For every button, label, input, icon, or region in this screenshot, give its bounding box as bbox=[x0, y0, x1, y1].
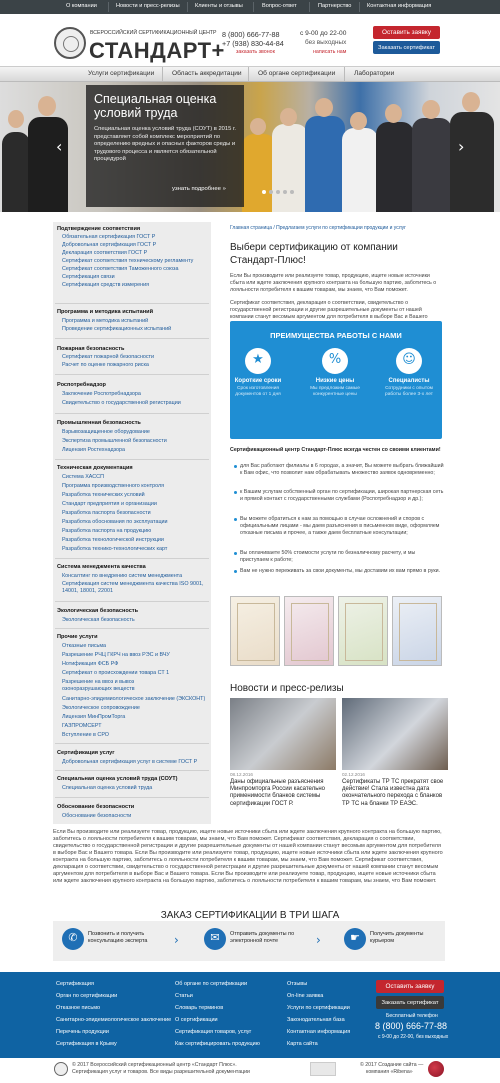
hero-slider[interactable] bbox=[0, 82, 500, 212]
sidebar-heading: Подтверждение соответствия bbox=[57, 226, 141, 232]
sidebar-link[interactable]: Заключение Роспотребнадзора bbox=[62, 391, 141, 397]
topbar-link-about[interactable]: О компании bbox=[66, 3, 97, 9]
steps-title: ЗАКАЗ СЕРТИФИКАЦИИ В ТРИ ШАГА bbox=[160, 910, 340, 921]
topbar-divider bbox=[253, 2, 254, 12]
certificate-image[interactable] bbox=[392, 596, 442, 666]
logo-subtitle: ВСЕРОССИЙСКИЙ СЕРТИФИКАЦИОННЫЙ ЦЕНТР bbox=[90, 30, 217, 36]
hero-person-head bbox=[422, 100, 440, 119]
sidebar-divider bbox=[55, 770, 209, 771]
sidebar-link[interactable]: Разработка технологической инструкции bbox=[62, 537, 164, 543]
slider-prev-icon[interactable]: ‹ bbox=[56, 137, 63, 156]
footer-hours: с 9-00 до 22-00, без выходных bbox=[378, 1034, 449, 1040]
advantage-text: Сотрудники с опытом работы более 3-х лет bbox=[385, 386, 433, 397]
advantage-text: Мы предложим самые конкурентные цены bbox=[310, 386, 360, 397]
sidebar-link[interactable]: Разработка паспорта на продукцию bbox=[62, 528, 152, 534]
phone-icon: ✆ bbox=[62, 928, 84, 950]
counter-badge-icon[interactable] bbox=[310, 1062, 336, 1076]
sidebar-link[interactable]: Свидетельство о государственной регистрации bbox=[62, 400, 181, 406]
step-text: Отправить документы по электронной почте bbox=[230, 931, 295, 945]
certificate-image[interactable] bbox=[284, 596, 334, 666]
free-phone-label: Бесплатный телефон bbox=[386, 1013, 438, 1019]
hero-person-head bbox=[462, 92, 480, 112]
certificate-image[interactable] bbox=[338, 596, 388, 666]
sidebar-link[interactable]: Сертификация средств измерения bbox=[62, 282, 150, 288]
hero-person bbox=[242, 134, 276, 212]
footer-link[interactable]: Перечень продукции bbox=[56, 1029, 109, 1035]
topbar-link-partners[interactable]: Партнерство bbox=[318, 3, 352, 9]
hero-person-head bbox=[38, 96, 56, 116]
hero-person-head bbox=[385, 104, 402, 123]
sidebar-divider bbox=[55, 338, 209, 339]
benefit-item: к Вашим услугам собственный орган по сертификации, широкая партнерская сеть и прямой контакт с государственными службами (Роспотребнадзор и др.); bbox=[240, 489, 444, 502]
advantages-title: ПРЕИМУЩЕСТВА РАБОТЫ С НАМИ bbox=[270, 331, 402, 340]
sidebar-link[interactable]: Сертификат соответствия Таможенного союза bbox=[62, 266, 179, 272]
footer-link[interactable]: On-line заявка bbox=[287, 993, 324, 999]
sidebar-link[interactable]: Разработка обоснования по эксплуатации bbox=[62, 519, 168, 525]
ribena-logo-icon[interactable] bbox=[428, 1061, 444, 1077]
sidebar-divider bbox=[55, 303, 209, 304]
news-headline[interactable]: Даны официальные разъяснения Минпромторга России касательно применимости бланков системы сертификации ГОСТ Р. bbox=[230, 779, 325, 807]
sidebar-divider bbox=[55, 601, 209, 602]
sidebar-link[interactable]: Проведение сертификационных испытаний bbox=[62, 326, 172, 332]
footer-link[interactable]: Статьи bbox=[175, 993, 193, 999]
sidebar-link[interactable]: Сертификат соответствия техническому регламенту bbox=[62, 258, 194, 264]
news-section-title: Новости и пресс-релизы bbox=[230, 683, 344, 694]
sidebar-link[interactable]: Расчет по оценке пожарного риска bbox=[62, 362, 149, 368]
footer-link[interactable]: Об органе по сертификации bbox=[175, 981, 248, 987]
sidebar-link[interactable]: Специальная оценка условий труда bbox=[62, 785, 153, 791]
copyright-text: Сертификация услуг и товаров. Все виды разрешительной документации bbox=[72, 1069, 250, 1075]
sidebar-link[interactable]: Система ХАССП bbox=[62, 474, 104, 480]
nav-divider bbox=[162, 67, 163, 82]
nav-item-services[interactable]: Услуги сертификации bbox=[88, 70, 155, 77]
footer-logo-icon bbox=[54, 1062, 68, 1076]
benefit-item: Вы оплачиваете 50% стоимости услуги по безналичному расчету, и мы приступаем к работе; bbox=[240, 550, 445, 564]
intro-paragraph: Сертификат соответствия, декларация о соответствии, свидетельство о государственной регистрации и другие разрешительные документы от нашей компании станут весомым аргументом для потребителя в выборе Вас и Вашего bbox=[230, 300, 428, 320]
top-bar bbox=[0, 0, 500, 14]
slider-next-icon[interactable]: › bbox=[458, 137, 465, 156]
step-text: Получить документы курьером bbox=[370, 931, 424, 945]
hero-person-head bbox=[8, 110, 24, 128]
nav-divider bbox=[344, 67, 345, 82]
sidebar-heading: Пожарная безопасность bbox=[57, 346, 125, 352]
footer-link[interactable]: Услуги по сертификации bbox=[287, 1005, 350, 1011]
nav-item-about-body[interactable]: Об органе сертификации bbox=[258, 70, 336, 77]
handshake-icon: ☛ bbox=[344, 928, 366, 950]
footer-order-certificate-button[interactable]: Заказать сертификат bbox=[376, 996, 444, 1009]
certificate-image[interactable] bbox=[230, 596, 280, 666]
footer-link[interactable]: Отказное письмо bbox=[56, 1005, 101, 1011]
sidebar-link[interactable]: Стандарт предприятия и организации bbox=[62, 501, 157, 507]
copyright-text: © 2017 Всероссийский сертификационный центр «Стандарт Плюс». bbox=[72, 1062, 237, 1068]
work-days: без выходных bbox=[305, 39, 347, 46]
topbar-divider bbox=[108, 2, 109, 12]
footer-link[interactable]: Карта сайта bbox=[287, 1041, 318, 1047]
sidebar-divider bbox=[55, 413, 209, 414]
specialists-icon: ☺ bbox=[396, 348, 422, 374]
hero-person bbox=[450, 112, 494, 212]
sidebar-heading: Сертификация услуг bbox=[57, 750, 115, 756]
sidebar-link[interactable]: Экологическая безопасность bbox=[62, 617, 135, 623]
sidebar-link[interactable]: Экологическое сопровождение bbox=[62, 705, 140, 711]
sidebar-link[interactable]: Программа производственного контроля bbox=[62, 483, 165, 489]
logo-emblem-icon[interactable] bbox=[54, 27, 86, 59]
hero-person bbox=[272, 124, 308, 212]
honesty-heading: Сертификационный центр Стандарт-Плюс всегда честен со своими клиентами! bbox=[230, 447, 441, 453]
sidebar-link[interactable]: ГАЗПРОМСЕРТ bbox=[62, 723, 102, 729]
footer-link[interactable]: Орган по сертификации bbox=[56, 993, 118, 999]
news-image[interactable] bbox=[342, 698, 448, 770]
sidebar-link[interactable]: Санитарно-эпидемиологическое заключение (ЭКСКОНТ) bbox=[62, 696, 206, 702]
hero-person bbox=[376, 122, 414, 212]
advantage-text: Срок изготовления документов от 1 дня bbox=[235, 386, 281, 397]
developer-text: © 2017 Создание сайта — bbox=[360, 1062, 424, 1068]
write-us-link[interactable]: написать нам bbox=[313, 49, 347, 55]
topbar-link-news[interactable]: Новости и пресс-релизы bbox=[116, 3, 180, 9]
slider-dot[interactable] bbox=[276, 190, 280, 194]
sidebar-divider bbox=[55, 797, 209, 798]
sidebar-link[interactable]: Вступление в СРО bbox=[62, 732, 109, 738]
order-certificate-button[interactable]: Заказать сертификат bbox=[373, 41, 440, 54]
sidebar-link[interactable]: Сертификат пожарной безопасности bbox=[62, 354, 155, 360]
news-image[interactable] bbox=[230, 698, 336, 770]
sidebar-link[interactable]: Добровольная сертификация ГОСТ Р bbox=[62, 242, 157, 248]
advantage-title: Специалисты bbox=[388, 378, 430, 384]
footer-link[interactable]: Санитарно-эпидемиологическое заключение bbox=[56, 1017, 172, 1023]
sidebar-link[interactable]: Сертификация систем менеджмента качества ISO 9001, 14001, 18001, 22001 bbox=[62, 581, 204, 594]
sidebar-link[interactable]: Обязательная сертификация ГОСТ Р bbox=[62, 234, 156, 240]
hero-text: Специальная оценка условий труда (СОУТ) в 2015 г. представляет собой комплекс мероприятий по определению вредных и опасных факторов среды и трудового процесса и является обязательной процедурой bbox=[94, 126, 236, 163]
benefit-item: Вам не нужно переживать за свои документы, мы доставим их вам прямо в руки. bbox=[240, 568, 445, 575]
topbar-divider bbox=[309, 2, 310, 12]
sidebar-divider bbox=[55, 374, 209, 375]
sidebar-link[interactable]: Декларация соответствия ГОСТ Р bbox=[62, 250, 148, 256]
chevron-right-icon: › bbox=[174, 933, 179, 947]
topbar-link-clients[interactable]: Клиенты и отзывы bbox=[195, 3, 243, 9]
sidebar-heading: Система менеджмента качества bbox=[57, 564, 146, 570]
logo-name[interactable]: СТАНДАРТ+ bbox=[89, 38, 225, 63]
sidebar-divider bbox=[55, 459, 209, 460]
nav-item-accreditation[interactable]: Область аккредитации bbox=[172, 70, 242, 77]
leave-request-button[interactable]: Оставить заявку bbox=[373, 26, 440, 39]
sidebar-link[interactable]: Добровольная сертификация услуг в системе ГОСТ Р bbox=[62, 759, 198, 765]
header-phone-2[interactable]: +7 (938) 830-44-84 bbox=[222, 39, 284, 48]
topbar-link-contacts[interactable]: Контактная информация bbox=[367, 3, 432, 9]
sidebar-heading: Обоснование безопасности bbox=[57, 804, 135, 810]
hero-person-head bbox=[250, 118, 266, 135]
intro-paragraph: Если Вы производите или реализуете товар, продукцию, ищете новые источники сбыта или ждете заключения крупного контракта на большую партию, заботитесь о лояльности потребителя к вашим товарам, мы знаем, что Вам поможет. bbox=[230, 273, 437, 293]
slider-dot[interactable] bbox=[269, 190, 273, 194]
developer-link[interactable]: компания «Ribena» bbox=[366, 1069, 413, 1075]
footer-link[interactable]: Контактная информация bbox=[287, 1029, 351, 1035]
topbar-divider bbox=[187, 2, 188, 12]
footer-link[interactable]: Как сертифицировать продукцию bbox=[175, 1041, 260, 1047]
sidebar-heading: Прочие услуги bbox=[57, 634, 98, 640]
sidebar-heading: Экологическая безопасность bbox=[57, 608, 139, 614]
sidebar-link[interactable]: Разработка технико-технологических карт bbox=[62, 546, 168, 552]
sidebar-link[interactable]: Нотификация ФСБ РФ bbox=[62, 661, 119, 667]
sidebar-link[interactable]: Обоснование безопасности bbox=[62, 813, 132, 819]
sidebar-divider bbox=[55, 628, 209, 629]
topbar-link-faq[interactable]: Вопрос-ответ bbox=[262, 3, 297, 9]
sidebar-link[interactable]: Отказные письма bbox=[62, 643, 107, 649]
advantage-title: Низкие цены bbox=[315, 378, 355, 384]
hero-person-head bbox=[315, 98, 333, 117]
main-nav bbox=[0, 66, 500, 82]
step-text: Позвонить и получить консультацию эксперта bbox=[88, 931, 148, 945]
sidebar-link[interactable]: Взрывозащищенное оборудование bbox=[62, 429, 150, 435]
percent-icon: % bbox=[322, 348, 348, 374]
sidebar-link[interactable]: Сертификат о происхождении товара СТ 1 bbox=[62, 670, 170, 676]
sidebar-link[interactable]: Лицензия МинПромТорга bbox=[62, 714, 126, 720]
sidebar-divider bbox=[55, 558, 209, 559]
hero-person bbox=[2, 132, 30, 212]
advantage-title: Короткие сроки bbox=[234, 378, 282, 384]
breadcrumb[interactable]: Главная страница / Предлагаем услуги по сертификации продукции и услуг bbox=[230, 225, 406, 231]
footer-link[interactable]: О сертификации bbox=[175, 1017, 218, 1023]
sidebar-heading: Промышленная безопасность bbox=[57, 420, 141, 426]
footer-link[interactable]: Словарь терминов bbox=[175, 1005, 224, 1011]
medal-icon: ★ bbox=[245, 348, 271, 374]
nav-item-labs[interactable]: Лаборатории bbox=[354, 70, 395, 77]
sidebar-heading: Специальная оценка условий труда (СОУТ) bbox=[57, 776, 178, 782]
hero-person bbox=[28, 117, 68, 212]
footer-link[interactable]: Сертификация bbox=[56, 981, 94, 987]
footer-phone[interactable]: 8 (800) 666-77-88 bbox=[375, 1021, 448, 1031]
hero-person bbox=[305, 116, 345, 212]
hero-person bbox=[342, 128, 378, 212]
sidebar-link[interactable]: Разработка технических условий bbox=[62, 492, 145, 498]
sidebar-link[interactable]: Программа и методика испытаний bbox=[62, 318, 149, 324]
footer-link[interactable]: Сертификация в Крыму bbox=[56, 1041, 117, 1047]
footer-link[interactable]: Сертификация товаров, услуг bbox=[175, 1029, 252, 1035]
seo-text: Если Вы производите или реализуете товар, продукцию, ищете новые источники сбыта или ждете заключения крупного контракта на большую партию, заботитесь о лояльности потребителя к вашим товарам, мы знаем, что Вам поможет. Сертификат соответствия, декларация о соответствии, свидетельство о государственной регистрации и другие разрешительные документы от нашей компании станут весомым аргументом для потребителя в выборе Вас и Вашего товара. Если Вы производите или реализуете товар, продукцию, ищете новые источники сбыта или ждете заключения крупного контракта на большую партию, заботитесь о лояльности потребителя к вашим товарам, мы знаем, что Вам поможет. Сертификат соответствия, декларация о соответствии, свидетельство о государственной регистрации и другие разрешительные документы от нашей компании станут весомым аргументом для потребителя в выборе Вас и Вашего товара. Если Вы производите или реализуете товар, продукцию, ищете новые источники сбыта или ждете заключения крупного контракта на большую партию, заботитесь о лояльности потребителя к вашим товарам, мы знаем, что Вам поможет. bbox=[53, 829, 443, 885]
footer-link[interactable]: Отзывы bbox=[287, 981, 308, 987]
slider-dot[interactable] bbox=[290, 190, 294, 194]
page-title: Выбери сертификацию от компании Стандарт-Плюс! bbox=[230, 242, 398, 266]
sidebar-link[interactable]: Консалтинг по внедрению систем менеджмента bbox=[62, 573, 183, 579]
work-hours: с 9-00 до 22-00 bbox=[300, 30, 347, 37]
mail-icon: ✉ bbox=[204, 928, 226, 950]
sidebar-link[interactable]: Разрешение РЧЦ ГКРЧ на ввоз РЭС и ВЧУ bbox=[62, 652, 170, 658]
nav-divider bbox=[248, 67, 249, 82]
topbar-divider bbox=[359, 2, 360, 12]
sidebar-link[interactable]: Сертификация связи bbox=[62, 274, 115, 280]
hero-more-link[interactable]: узнать подробнее » bbox=[172, 186, 226, 192]
chevron-right-icon: › bbox=[316, 933, 321, 947]
sidebar-link[interactable]: Разрешение на ввоз и вывоз озоноразрушающих веществ bbox=[62, 679, 135, 692]
sidebar-link[interactable]: Лицензия Ростехнадзора bbox=[62, 447, 126, 453]
news-headline[interactable]: Сертификаты ТР ТС прекратят свое действие! Стала известна дата окончательного перехода с бланков ТР ТС на бланки ТР ЕАЭС. bbox=[342, 779, 444, 807]
header-phone-1[interactable]: 8 (800) 666-77-88 bbox=[222, 30, 280, 39]
sidebar-heading: Программа и методика испытаний bbox=[57, 309, 154, 315]
footer-leave-request-button[interactable]: Оставить заявку bbox=[376, 980, 444, 993]
benefit-item: Вы можете обратиться к нам за помощью в случае осложнений и споров с официальными лицами - мы даем разъяснения в письменном виде, оформляем отказные письма и прочее, а также даем бесплатные консультации; bbox=[240, 516, 445, 537]
sidebar-heading: Роспотребнадзор bbox=[57, 382, 106, 388]
hero-person-head bbox=[350, 112, 367, 130]
benefit-item: для Вас работают филиалы в 6 городах, а значит, Вы можете выбрать ближайший к Вам офис, что позволит нам обрабатывать множество заявок одновременно; bbox=[240, 463, 444, 476]
news-date: 08.12.2016 bbox=[230, 772, 253, 777]
sidebar-link[interactable]: Экспертиза промышленной безопасности bbox=[62, 438, 167, 444]
callback-link[interactable]: заказать звонок bbox=[236, 49, 275, 55]
hero-person-head bbox=[280, 108, 297, 126]
slider-dot[interactable] bbox=[283, 190, 287, 194]
hero-title: Специальная оценка условий труда bbox=[94, 92, 217, 121]
slider-dot[interactable] bbox=[262, 190, 266, 194]
sidebar-link[interactable]: Разработка паспорта безопасности bbox=[62, 510, 151, 516]
hero-person bbox=[412, 118, 452, 212]
news-date: 02.12.2016 bbox=[342, 772, 365, 777]
sidebar-heading: Техническая документация bbox=[57, 465, 133, 471]
footer-link[interactable]: Законодательная база bbox=[287, 1017, 345, 1023]
sidebar-divider bbox=[55, 743, 209, 744]
